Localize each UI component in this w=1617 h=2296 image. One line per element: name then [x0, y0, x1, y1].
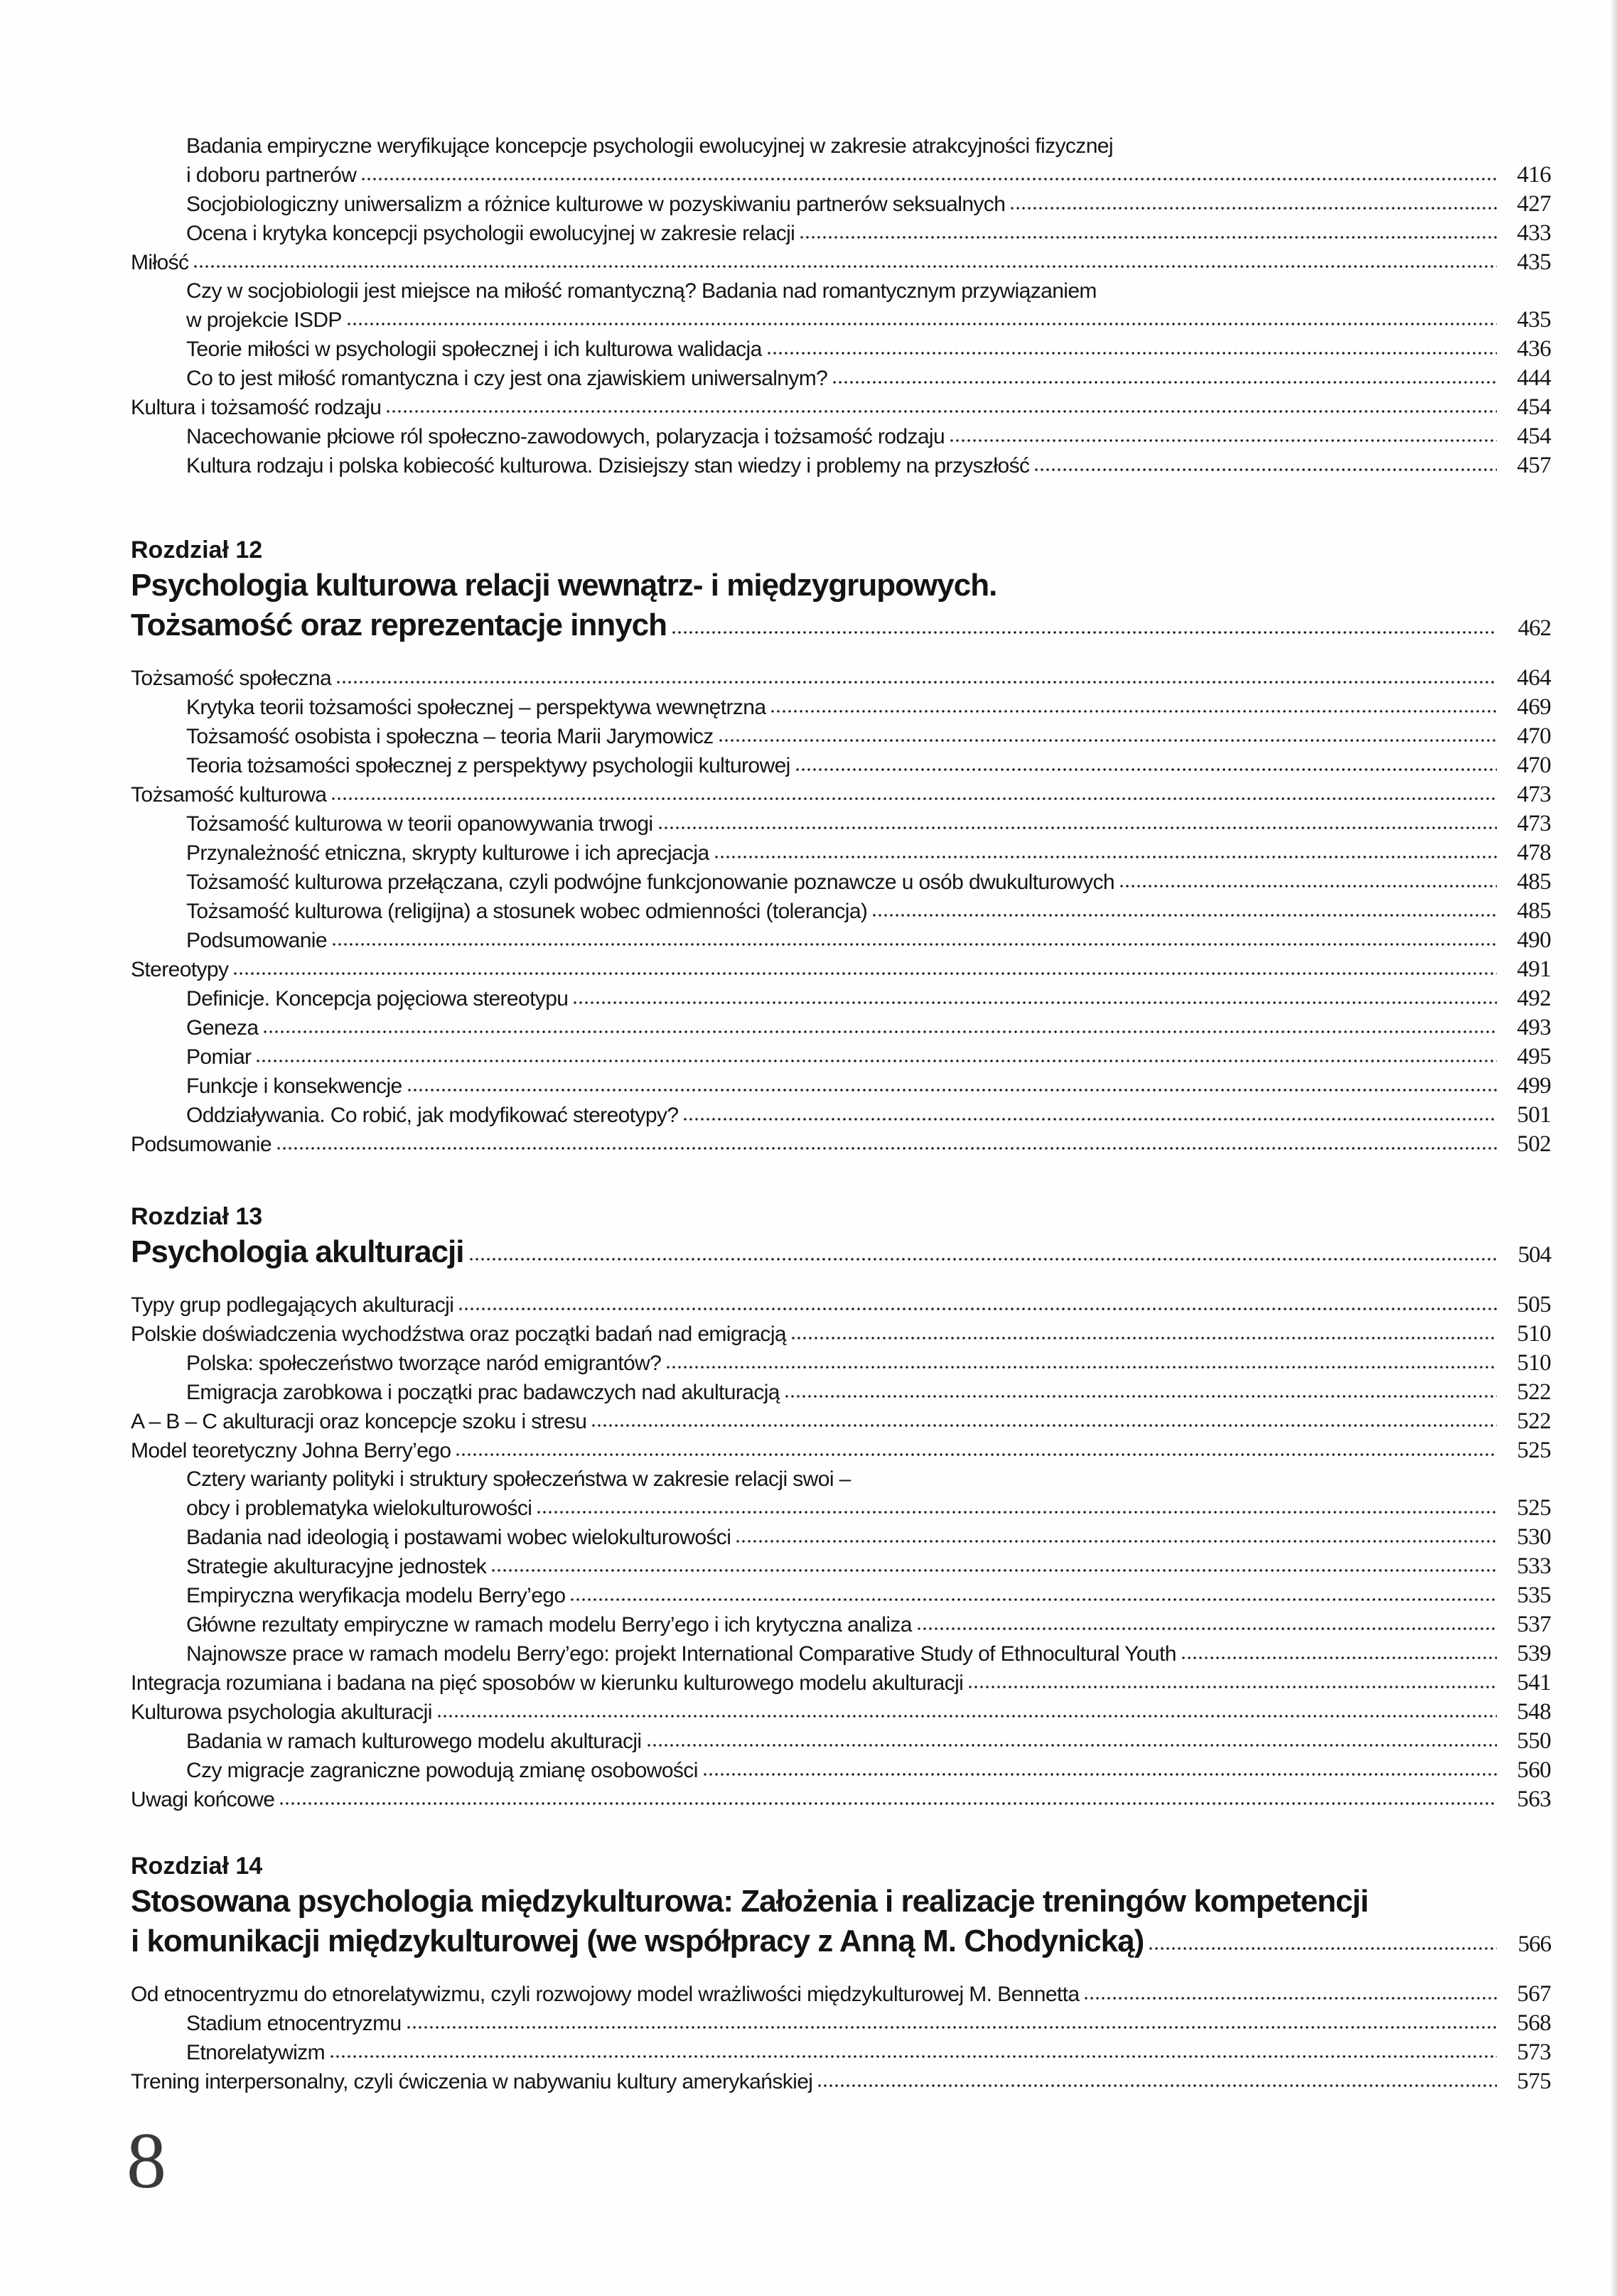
- entry-title: Socjobiologiczny uniwersalizm a różnice kulturowe w pozyskiwaniu partnerów seksualnych: [186, 193, 1006, 216]
- toc-entry[interactable]: [131, 809, 1551, 839]
- entry-title: Model teoretyczny Johna Berry’ego: [131, 1439, 451, 1462]
- dot-leader: [1033, 467, 1497, 473]
- dot-leader: [331, 942, 1497, 947]
- entry-title: Najnowsze prace w ramach modelu Berry’ego: projekt International Comparative Study of Ethnocultural Youth: [186, 1642, 1176, 1666]
- entry-page-number: 470: [1517, 723, 1551, 749]
- dot-leader: [468, 1256, 1498, 1262]
- dot-leader: [665, 1364, 1497, 1370]
- entry-page-number: 539: [1517, 1641, 1551, 1666]
- entry-title: Badania w ramach kulturowego modelu akulturacji: [186, 1730, 642, 1753]
- dot-leader: [714, 854, 1497, 860]
- dot-leader: [346, 321, 1497, 327]
- dot-leader: [702, 1772, 1497, 1777]
- entry-page-number: 478: [1517, 840, 1551, 866]
- entry-page-number: 573: [1517, 2039, 1551, 2065]
- toc-entry[interactable]: [131, 926, 1551, 955]
- entry-title: Uwagi końcowe: [131, 1788, 275, 1811]
- dot-leader: [591, 1423, 1497, 1428]
- page-edge-shadow: [1610, 0, 1617, 2296]
- entry-page-number: 530: [1517, 1524, 1551, 1550]
- chapter-title-text: Psychologia akulturacji: [131, 1234, 464, 1269]
- spacer: [131, 648, 1551, 664]
- entry-page-number: 537: [1517, 1612, 1551, 1637]
- entry-title: Tożsamość osobista i społeczna – teoria Marii Jarymowicz: [186, 725, 714, 748]
- chapter-title[interactable]: [131, 1232, 1551, 1275]
- entry-page-number: 510: [1517, 1321, 1551, 1347]
- entry-page-number: 485: [1517, 869, 1551, 895]
- toc-entry[interactable]: [131, 693, 1551, 722]
- entry-page-number: 457: [1517, 453, 1551, 478]
- dot-leader: [1009, 205, 1497, 211]
- entry-title: Stereotypy: [131, 958, 229, 981]
- entry-page-number: 548: [1517, 1699, 1551, 1725]
- toc-entry[interactable]: [131, 751, 1551, 780]
- toc-entry[interactable]: [131, 335, 1551, 364]
- entry-page-number: 464: [1517, 665, 1551, 691]
- dot-leader: [718, 738, 1497, 743]
- dot-leader: [276, 1146, 1497, 1151]
- toc-entry[interactable]: [131, 161, 1551, 190]
- toc-entry[interactable]: [131, 306, 1551, 335]
- toc-entry[interactable]: [131, 955, 1551, 984]
- dot-leader: [360, 176, 1497, 182]
- entry-title: Kulturowa psychologia akulturacji: [131, 1701, 432, 1724]
- entry-title: Ocena i krytyka koncepcji psychologii ewolucyjnej w zakresie relacji: [186, 222, 795, 245]
- toc-entry[interactable]: [131, 722, 1551, 751]
- entry-title: Polskie doświadczenia wychodźstwa oraz początki badań nad emigracją: [131, 1322, 786, 1346]
- toc-entry[interactable]: [131, 1785, 1551, 1814]
- spacer: [131, 1964, 1551, 1980]
- chapter-page-number: 504: [1517, 1242, 1551, 1268]
- entry-title: Typy grup podlegających akulturacji: [131, 1293, 454, 1317]
- entry-title: Teoria tożsamości społecznej z perspektywy psychologii kulturowej: [186, 754, 790, 777]
- entry-title: Oddziaływania. Co robić, jak modyfikować stereotypy?: [186, 1104, 679, 1127]
- entry-page-number: 454: [1517, 424, 1551, 449]
- entry-page-number: 495: [1517, 1044, 1551, 1069]
- entry-page-number: 473: [1517, 782, 1551, 807]
- entry-page-number: 560: [1517, 1757, 1551, 1783]
- entry-title: Emigracja zarobkowa i początki prac badawczych nad akulturacją: [186, 1381, 780, 1404]
- entry-page-number: 433: [1517, 220, 1551, 246]
- entry-page-number: 575: [1517, 2069, 1551, 2094]
- chapter-page-number: 566: [1517, 1931, 1551, 1957]
- toc-entry[interactable]: [131, 451, 1551, 480]
- toc-entry[interactable]: [131, 1101, 1551, 1130]
- entry-title: Integracja rozumiana i badana na pięć sposobów w kierunku kulturowego modelu akulturacji: [131, 1671, 964, 1695]
- entry-title: Tożsamość kulturowa przełączana, czyli podwójne funkcjonowanie poznawcze u osób dwukulturowych: [186, 871, 1114, 894]
- chapter-title-text: Stosowana psychologia międzykulturowa: Założenia i realizacje treningów kompetencji: [131, 1884, 1368, 1919]
- entry-title: Funkcje i konsekwencje: [186, 1074, 402, 1098]
- toc-entry-line: [131, 1465, 1551, 1494]
- entry-title: w projekcie ISDP: [186, 308, 342, 332]
- entry-page-number: 436: [1517, 336, 1551, 362]
- toc-entry[interactable]: [131, 897, 1551, 926]
- dot-leader: [671, 630, 1497, 635]
- toc-entry-line: [131, 132, 1551, 161]
- chapter-title[interactable]: [131, 1922, 1551, 1964]
- chapter-title[interactable]: [131, 605, 1551, 648]
- entry-page-number: 444: [1517, 365, 1551, 391]
- toc-entry[interactable]: [131, 1072, 1551, 1101]
- entry-title: Tożsamość społeczna: [131, 667, 332, 690]
- toc-entry[interactable]: [131, 1013, 1551, 1042]
- chapter-page-number: 462: [1517, 615, 1551, 641]
- dot-leader: [406, 2025, 1497, 2030]
- dot-leader: [735, 1538, 1497, 1544]
- toc-entry[interactable]: [131, 984, 1551, 1013]
- entry-title: Od etnocentryzmu do etnorelatywizmu, czyli rozwojowy model wrażliwości międzykulturowej M. Bennetta: [131, 1983, 1080, 2006]
- entry-title: Cztery warianty polityki i struktury społeczeństwa w zakresie relacji swoi –: [186, 1467, 851, 1491]
- toc-entry-line: [131, 277, 1551, 306]
- entry-page-number: 493: [1517, 1015, 1551, 1040]
- entry-page-number: 473: [1517, 811, 1551, 836]
- entry-page-number: 485: [1517, 898, 1551, 924]
- entry-title: Czy migracje zagraniczne powodują zmianę osobowości: [186, 1759, 698, 1782]
- entry-title: Pomiar: [186, 1045, 252, 1069]
- dot-leader: [193, 264, 1497, 269]
- toc-entry[interactable]: [131, 1727, 1551, 1756]
- entry-page-number: 533: [1517, 1553, 1551, 1579]
- entry-title: Przynależność etniczna, skrypty kulturowe i ich aprecjacja: [186, 841, 709, 865]
- dot-leader: [329, 2054, 1497, 2059]
- toc-entry[interactable]: [131, 422, 1551, 451]
- dot-leader: [871, 912, 1497, 918]
- dot-leader: [817, 2083, 1497, 2089]
- chapter-title-text: Psychologia kulturowa relacji wewnątrz- i międzygrupowych.: [131, 568, 997, 603]
- entry-title: Miłość: [131, 251, 189, 274]
- entry-title: Polska: społeczeństwo tworzące naród emigrantów?: [186, 1352, 662, 1375]
- entry-title: obcy i problematyka wielokulturowości: [186, 1497, 532, 1520]
- dot-leader: [916, 1626, 1497, 1632]
- dot-leader: [795, 767, 1497, 772]
- entry-title: Teorie miłości w psychologii społecznej i ich kulturowa walidacja: [186, 338, 762, 361]
- entry-title: Podsumowanie: [131, 1133, 272, 1156]
- toc-entry[interactable]: [131, 1320, 1551, 1349]
- dot-leader: [832, 379, 1497, 385]
- entry-page-number: 416: [1517, 162, 1551, 188]
- entry-title: Tożsamość kulturowa: [131, 783, 327, 807]
- toc-entry[interactable]: [131, 1378, 1551, 1407]
- entry-title: Krytyka teorii tożsamości społecznej – perspektywa wewnętrzna: [186, 696, 766, 719]
- toc-chapter-12: [131, 534, 1551, 1159]
- toc-entry[interactable]: [131, 1980, 1551, 2009]
- entry-page-number: 469: [1517, 694, 1551, 720]
- dot-leader: [646, 1742, 1498, 1748]
- entry-title: Czy w socjobiologii jest miejsce na miłość romantyczną? Badania nad romantycznym przywiązaniem: [186, 279, 1097, 303]
- dot-leader: [784, 1394, 1497, 1399]
- toc-continued-section: [131, 132, 1551, 480]
- entry-title: Co to jest miłość romantyczna i czy jest ona zjawiskiem uniwersalnym?: [186, 367, 828, 390]
- toc-entry[interactable]: [131, 1698, 1551, 1727]
- entry-page-number: 541: [1517, 1670, 1551, 1696]
- entry-title: Tożsamość kulturowa (religijna) a stosunek wobec odmienności (tolerancja): [186, 900, 868, 923]
- toc-entry[interactable]: [131, 190, 1551, 219]
- entry-title: A – B – C akulturacji oraz koncepcje szoku i stresu: [131, 1410, 587, 1433]
- toc-entry[interactable]: [131, 1290, 1551, 1320]
- toc-chapter-14: [131, 1850, 1551, 2096]
- entry-page-number: 491: [1517, 956, 1551, 982]
- toc-entry[interactable]: [131, 1756, 1551, 1785]
- dot-leader: [682, 1116, 1497, 1122]
- entry-page-number: 510: [1517, 1350, 1551, 1376]
- toc-entry[interactable]: [131, 2038, 1551, 2067]
- entry-page-number: 499: [1517, 1073, 1551, 1099]
- dot-leader: [572, 1000, 1497, 1006]
- dot-leader: [949, 438, 1497, 443]
- dot-leader: [331, 796, 1497, 802]
- dot-leader: [1148, 1946, 1497, 1951]
- dot-leader: [436, 1713, 1497, 1719]
- entry-page-number: 525: [1517, 1438, 1551, 1463]
- dot-leader: [455, 1452, 1497, 1457]
- dot-leader: [255, 1058, 1497, 1064]
- entry-title: Podsumowanie: [186, 929, 327, 952]
- dot-leader: [770, 708, 1497, 714]
- chapter-label: Rozdział 14: [131, 1853, 263, 1880]
- toc-entry[interactable]: [131, 664, 1551, 693]
- toc-chapter-13: [131, 1201, 1551, 1814]
- dot-leader: [385, 409, 1497, 414]
- toc-entry[interactable]: [131, 1610, 1551, 1639]
- entry-title: Kultura i tożsamość rodzaju: [131, 396, 382, 419]
- toc-entry[interactable]: [131, 1639, 1551, 1669]
- dot-leader: [569, 1597, 1497, 1602]
- dot-leader: [335, 679, 1497, 685]
- entry-title: Badania nad ideologią i postawami wobec wielokulturowości: [186, 1526, 731, 1549]
- entry-page-number: 490: [1517, 927, 1551, 953]
- dot-leader: [232, 971, 1497, 976]
- chapter-title: [131, 566, 1551, 605]
- dot-leader: [766, 350, 1497, 356]
- entry-title: Główne rezultaty empiryczne w ramach modelu Berry’ego i ich krytyczna analiza: [186, 1613, 912, 1637]
- entry-page-number: 535: [1517, 1583, 1551, 1608]
- toc-entry[interactable]: [131, 2009, 1551, 2038]
- entry-title: Definicje. Koncepcja pojęciowa stereotypu: [186, 987, 569, 1010]
- chapter-label: Rozdział 13: [131, 1203, 263, 1230]
- spacer: [131, 1275, 1551, 1290]
- toc-entry[interactable]: [131, 868, 1551, 897]
- toc-entry[interactable]: [131, 393, 1551, 422]
- entry-page-number: 568: [1517, 2010, 1551, 2036]
- entry-title: Tożsamość kulturowa w teorii opanowywania trwogi: [186, 812, 653, 836]
- entry-title: Strategie akulturacyjne jednostek: [186, 1555, 487, 1578]
- chapter-title: [131, 1882, 1551, 1922]
- dot-leader: [657, 825, 1498, 831]
- chapter-title-text: Tożsamość oraz reprezentacje innych: [131, 608, 667, 642]
- toc-entry[interactable]: [131, 839, 1551, 868]
- toc-entry[interactable]: [131, 1581, 1551, 1610]
- entry-title: Badania empiryczne weryfikujące koncepcje psychologii ewolucyjnej w zakresie atrakcyjności fizycznej: [186, 134, 1113, 158]
- entry-page-number: 550: [1517, 1728, 1551, 1754]
- entry-page-number: 501: [1517, 1102, 1551, 1128]
- dot-leader: [1083, 1995, 1497, 2001]
- toc-entry[interactable]: [131, 1349, 1551, 1378]
- toc-entry[interactable]: [131, 2067, 1551, 2096]
- toc-entry[interactable]: [131, 1130, 1551, 1159]
- dot-leader: [1181, 1655, 1497, 1661]
- entry-page-number: 502: [1517, 1131, 1551, 1157]
- dot-leader: [799, 235, 1497, 240]
- dot-leader: [490, 1568, 1497, 1573]
- entry-page-number: 435: [1517, 249, 1551, 275]
- dot-leader: [279, 1801, 1497, 1806]
- entry-page-number: 522: [1517, 1408, 1551, 1434]
- chapter-label: Rozdział 12: [131, 537, 263, 564]
- dot-leader: [790, 1335, 1497, 1341]
- toc-entry[interactable]: [131, 1042, 1551, 1072]
- entry-title: i doboru partnerów: [186, 163, 357, 187]
- entry-title: Nacechowanie płciowe ról społeczno-zawodowych, polaryzacja i tożsamość rodzaju: [186, 425, 945, 448]
- entry-page-number: 470: [1517, 753, 1551, 778]
- chapter-title-text: i komunikacji międzykulturowej (we współpracy z Anną M. Chodynicką): [131, 1924, 1144, 1958]
- toc-entry[interactable]: [131, 780, 1551, 809]
- entry-title: Kultura rodzaju i polska kobiecość kulturowa. Dzisiejszy stan wiedzy i problemy na przyszłość: [186, 454, 1030, 478]
- entry-page-number: 492: [1517, 986, 1551, 1011]
- entry-page-number: 435: [1517, 307, 1551, 333]
- toc-entry[interactable]: [131, 1436, 1551, 1465]
- entry-title: Geneza: [186, 1016, 259, 1040]
- toc-entry[interactable]: [131, 1494, 1551, 1523]
- entry-page-number: 563: [1517, 1786, 1551, 1812]
- entry-title: Stadium etnocentryzmu: [186, 2012, 402, 2035]
- entry-page-number: 525: [1517, 1495, 1551, 1521]
- entry-page-number: 567: [1517, 1981, 1551, 2007]
- toc-entry[interactable]: [131, 1523, 1551, 1552]
- dot-leader: [967, 1684, 1497, 1690]
- entry-title: Etnorelatywizm: [186, 2041, 325, 2064]
- toc-entry[interactable]: [131, 1669, 1551, 1698]
- dot-leader: [1119, 883, 1497, 889]
- entry-page-number: 454: [1517, 394, 1551, 420]
- toc-entry[interactable]: [131, 1407, 1551, 1436]
- entry-page-number: 522: [1517, 1379, 1551, 1405]
- dot-leader: [458, 1306, 1497, 1312]
- toc-entry[interactable]: [131, 1552, 1551, 1581]
- toc-entry[interactable]: [131, 248, 1551, 277]
- entry-title: Trening interpersonalny, czyli ćwiczenia w nabywaniu kultury amerykańskiej: [131, 2070, 813, 2093]
- toc-entry[interactable]: [131, 364, 1551, 393]
- entry-page-number: 505: [1517, 1292, 1551, 1317]
- toc-entry[interactable]: [131, 219, 1551, 248]
- dot-leader: [262, 1029, 1497, 1035]
- entry-title: Empiryczna weryfikacja modelu Berry’ego: [186, 1584, 566, 1607]
- dot-leader: [536, 1509, 1497, 1515]
- entry-page-number: 427: [1517, 191, 1551, 217]
- page-number: 8: [127, 2117, 166, 2205]
- dot-leader: [407, 1087, 1497, 1093]
